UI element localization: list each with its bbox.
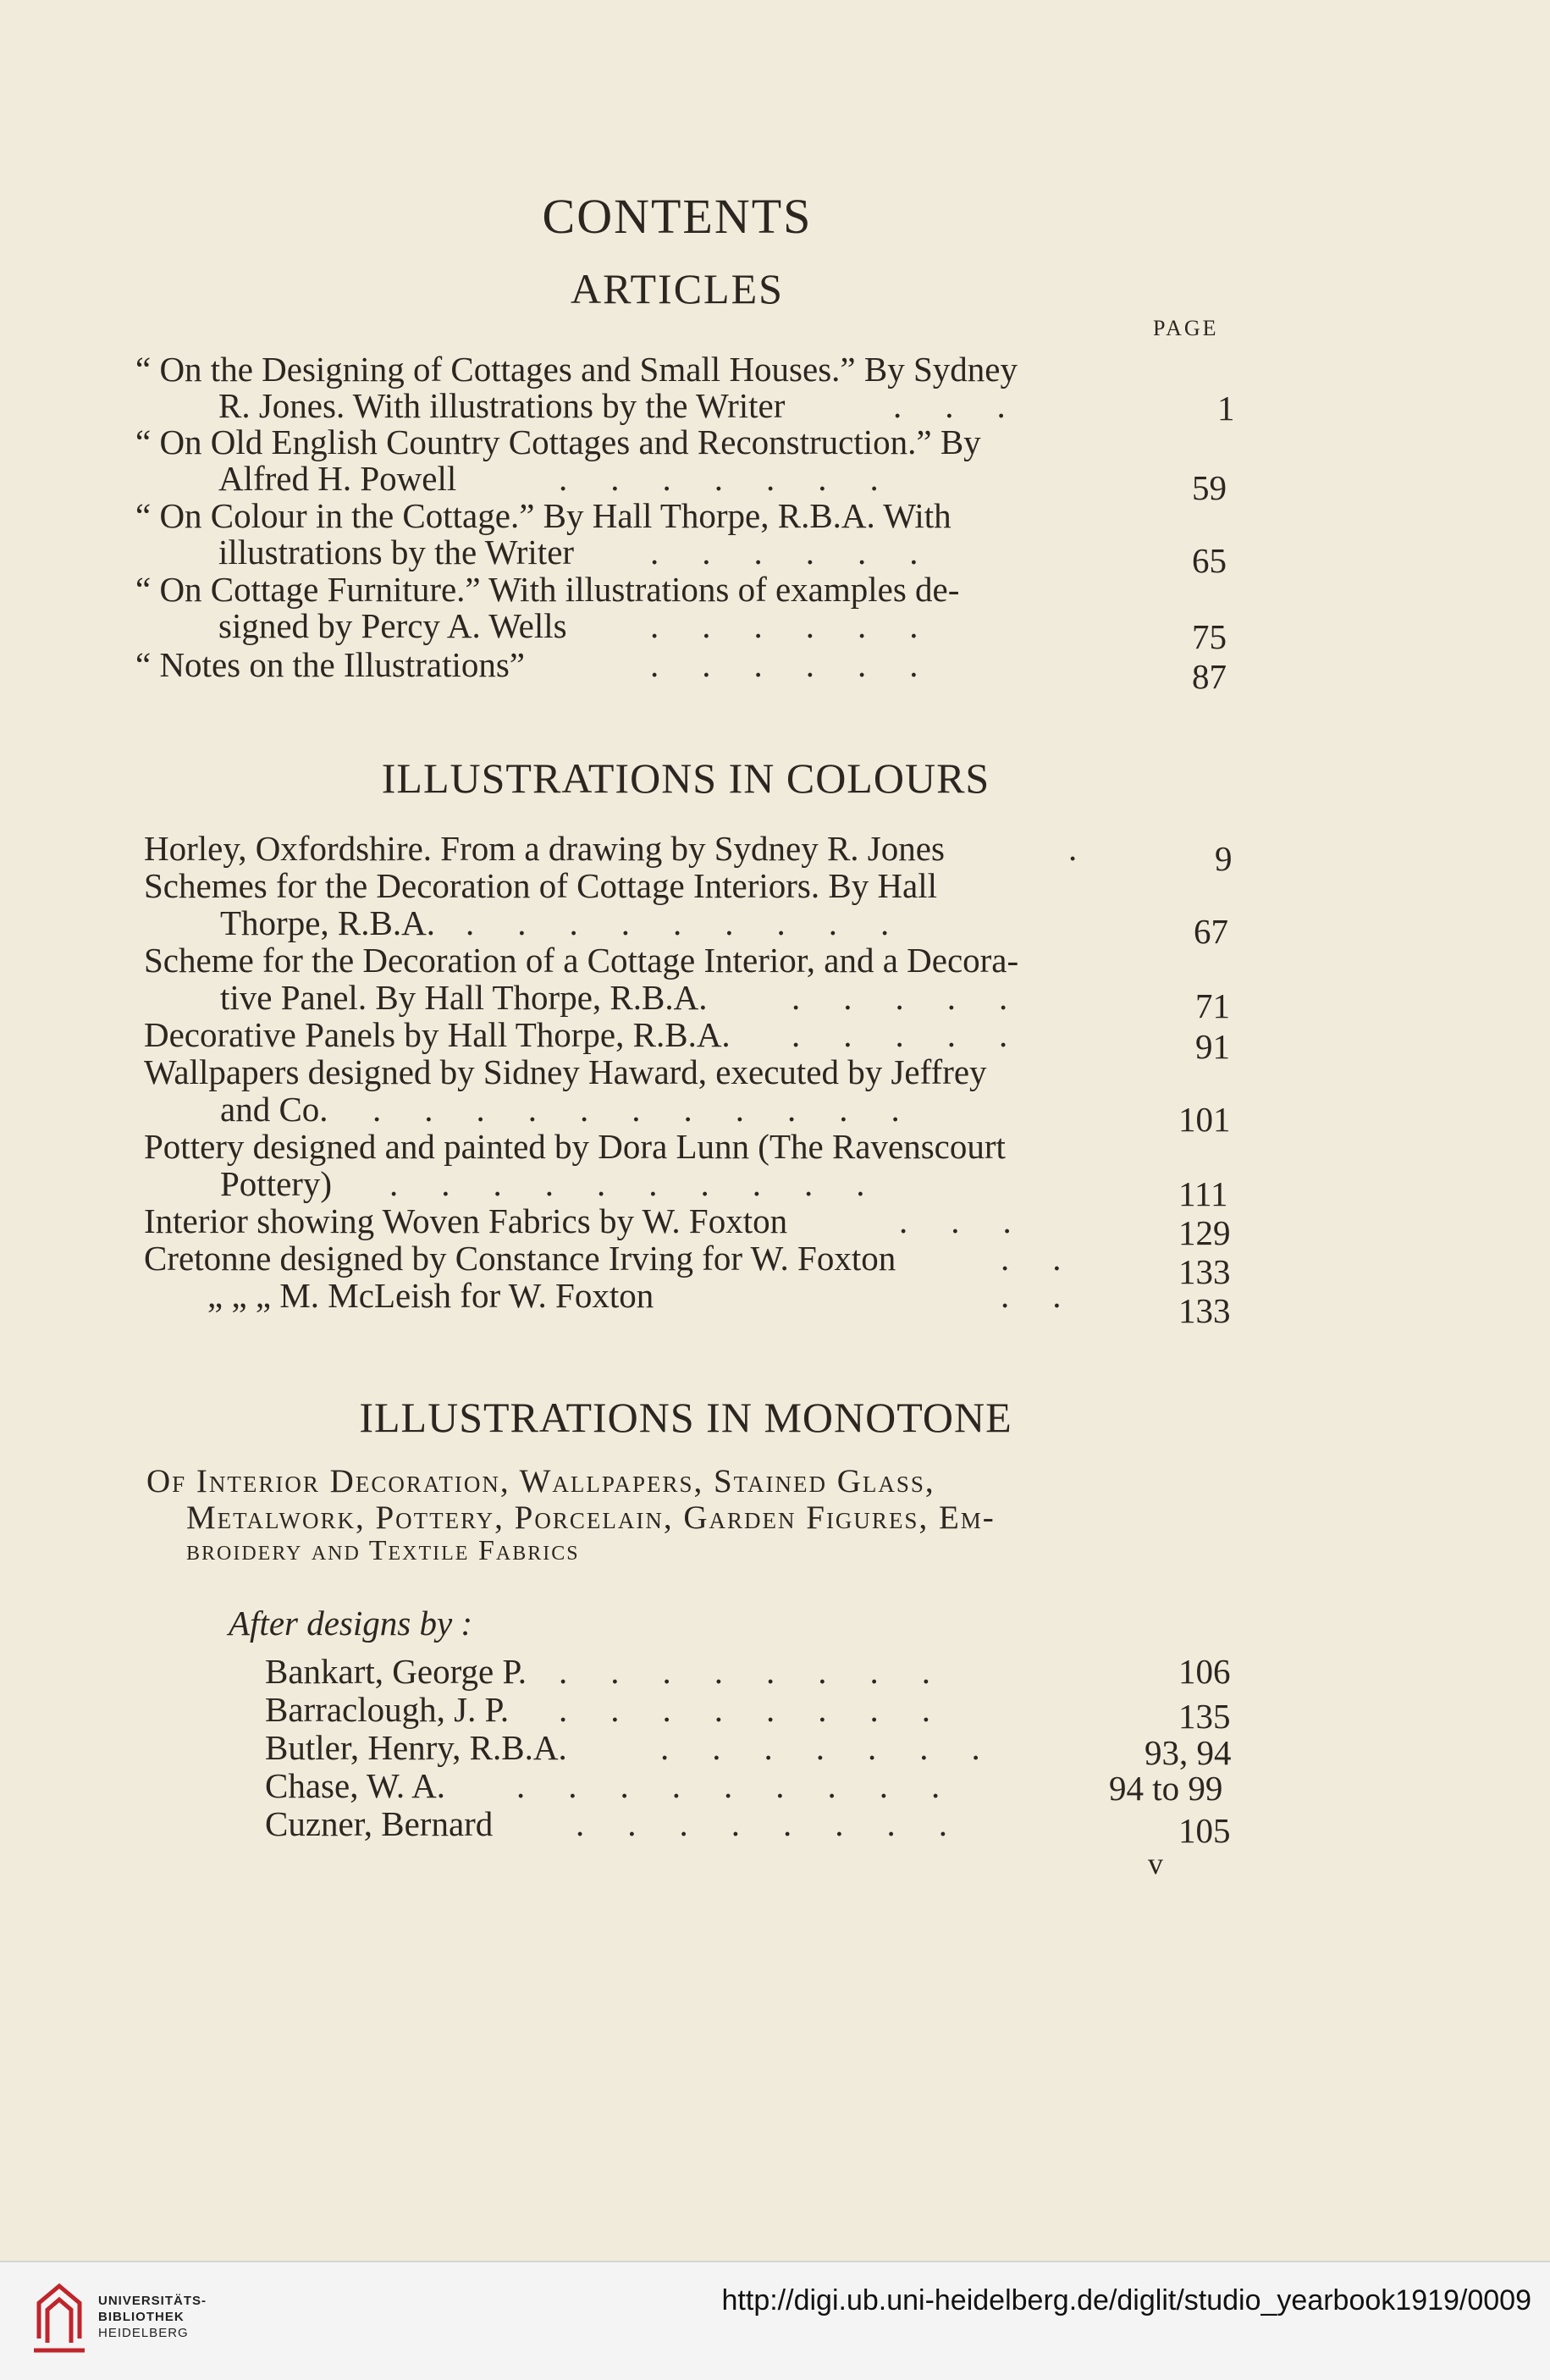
- page-folio: v: [1148, 1847, 1163, 1880]
- leader-dots: . . . . . .: [650, 645, 920, 684]
- article-3-page: 65: [1192, 541, 1227, 580]
- designer-3-page: 93, 94: [1145, 1733, 1232, 1772]
- colour-5-line1: Wallpapers designed by Sidney Haward, executed by Jeffrey: [144, 1052, 987, 1091]
- designer-1-name: Bankart, George P.: [265, 1652, 527, 1691]
- designer-1-page: 106: [1178, 1652, 1231, 1691]
- designer-2-page: 135: [1178, 1697, 1231, 1736]
- article-2-page: 59: [1192, 468, 1227, 507]
- logo-line-1: UNIVERSITÄTS-: [98, 2294, 207, 2308]
- article-1-page: 1: [1217, 389, 1235, 428]
- contents-title: CONTENTS: [542, 189, 813, 244]
- designer-4-page: 94 to 99: [1109, 1769, 1223, 1808]
- colour-4-page: 91: [1195, 1027, 1230, 1066]
- leader-dots: . . . . . . . .: [576, 1804, 949, 1843]
- leader-dots: . . . . . . .: [559, 459, 880, 498]
- colour-6-page: 111: [1178, 1174, 1228, 1213]
- colour-9-line1: „ „ „ M. McLeish for W. Foxton: [207, 1276, 654, 1315]
- footer-bar: [0, 2261, 1550, 2380]
- leader-dots: . . . . . . . .: [559, 1690, 932, 1729]
- article-2-line1: “ On Old English Country Cottages and Reconstruction.” By: [135, 422, 981, 461]
- article-2-line2: Alfred H. Powell: [218, 459, 457, 498]
- colour-1-line1: Horley, Oxfordshire. From a drawing by Sydney R. Jones: [144, 829, 945, 868]
- library-logo-icon: [30, 2279, 91, 2355]
- monotone-subheading-line1: Of Interior Decoration, Wallpapers, Stained Glass,: [146, 1463, 935, 1499]
- page-column-label: PAGE: [1153, 316, 1219, 340]
- leader-dots: . . . . .: [792, 978, 1010, 1017]
- monotone-subheading-line3: broidery and Textile Fabrics: [186, 1535, 580, 1566]
- article-1-line2: R. Jones. With illustrations by the Writer: [218, 386, 786, 425]
- leader-dots: . . . . . .: [650, 606, 920, 645]
- colour-9-page: 133: [1178, 1291, 1231, 1330]
- colour-7-page: 129: [1178, 1213, 1231, 1252]
- library-logo-text: [98, 2293, 207, 2341]
- logo-line-3: HEIDELBERG: [98, 2326, 189, 2340]
- colour-6-line2: Pottery): [220, 1164, 333, 1203]
- designer-5-page: 105: [1178, 1811, 1231, 1850]
- article-5-line1: “ Notes on the Illustrations”: [135, 645, 526, 684]
- colour-6-line1: Pottery designed and painted by Dora Lunn (The Ravenscourt: [144, 1127, 1006, 1166]
- leader-dots: . .: [1001, 1239, 1063, 1278]
- colour-8-page: 133: [1178, 1252, 1231, 1291]
- colour-3-page: 71: [1195, 986, 1230, 1025]
- colours-section-title: ILLUSTRATIONS IN COLOURS: [381, 754, 990, 802]
- article-4-line1: “ On Cottage Furniture.” With illustrations of examples de-: [135, 570, 960, 609]
- leader-dots: . . .: [893, 386, 1007, 425]
- article-3-line2: illustrations by the Writer: [218, 533, 575, 572]
- colour-5-page: 101: [1178, 1100, 1231, 1139]
- colour-4-line1: Decorative Panels by Hall Thorpe, R.B.A.: [144, 1015, 731, 1054]
- leader-dots: . . . . . . . . . . .: [372, 1090, 902, 1129]
- designer-2-name: Barraclough, J. P.: [265, 1690, 510, 1729]
- colour-2-line2: Thorpe, R.B.A.: [220, 903, 435, 942]
- after-designs-label: After designs by :: [229, 1604, 473, 1643]
- article-5-page: 87: [1192, 657, 1227, 696]
- article-4-page: 75: [1192, 617, 1227, 656]
- leader-dots: . . . . . .: [650, 533, 920, 572]
- designer-4-name: Chase, W. A.: [265, 1766, 445, 1805]
- leader-dots: . . . . . . . . .: [516, 1766, 942, 1805]
- logo-line-2: BIBLIOTHEK: [98, 2310, 185, 2324]
- colour-5-line2: and Co.: [220, 1090, 328, 1129]
- article-3-line1: “ On Colour in the Cottage.” By Hall Thorpe, R.B.A. With: [135, 496, 952, 535]
- source-url-link[interactable]: http://digi.ub.uni-heidelberg.de/diglit/studio_yearbook1919/0009: [721, 2284, 1531, 2316]
- colour-7-line1: Interior showing Woven Fabrics by W. Foxton: [144, 1201, 788, 1240]
- leader-dots: . .: [1001, 1276, 1063, 1315]
- leader-dots: .: [1068, 829, 1079, 868]
- leader-dots: . . .: [899, 1201, 1013, 1240]
- article-1-line1: “ On the Designing of Cottages and Small Houses.” By Sydney: [135, 350, 1018, 389]
- colour-1-page: 9: [1215, 839, 1233, 878]
- leader-dots: . . . . . . . . .: [466, 903, 891, 942]
- colour-3-line2: tive Panel. By Hall Thorpe, R.B.A.: [220, 978, 708, 1017]
- colour-8-line1: Cretonne designed by Constance Irving for W. Foxton: [144, 1239, 896, 1278]
- monotone-section-title: ILLUSTRATIONS IN MONOTONE: [359, 1394, 1012, 1441]
- colour-2-line1: Schemes for the Decoration of Cottage Interiors. By Hall: [144, 866, 938, 905]
- designer-5-name: Cuzner, Bernard: [265, 1804, 494, 1843]
- article-4-line2: signed by Percy A. Wells: [218, 606, 567, 645]
- leader-dots: . . . . . . . .: [559, 1652, 932, 1691]
- monotone-subheading-line2: Metalwork, Pottery, Porcelain, Garden Figures, Em-: [186, 1499, 996, 1536]
- articles-heading: ARTICLES: [571, 265, 784, 312]
- designer-3-name: Butler, Henry, R.B.A.: [265, 1728, 567, 1767]
- leader-dots: . . . . . . . . . .: [389, 1164, 867, 1203]
- colour-2-page: 67: [1194, 912, 1228, 951]
- leader-dots: . . . . . . .: [660, 1728, 982, 1767]
- colour-3-line1: Scheme for the Decoration of a Cottage Interior, and a Decora-: [144, 941, 1019, 980]
- leader-dots: . . . . .: [792, 1015, 1010, 1054]
